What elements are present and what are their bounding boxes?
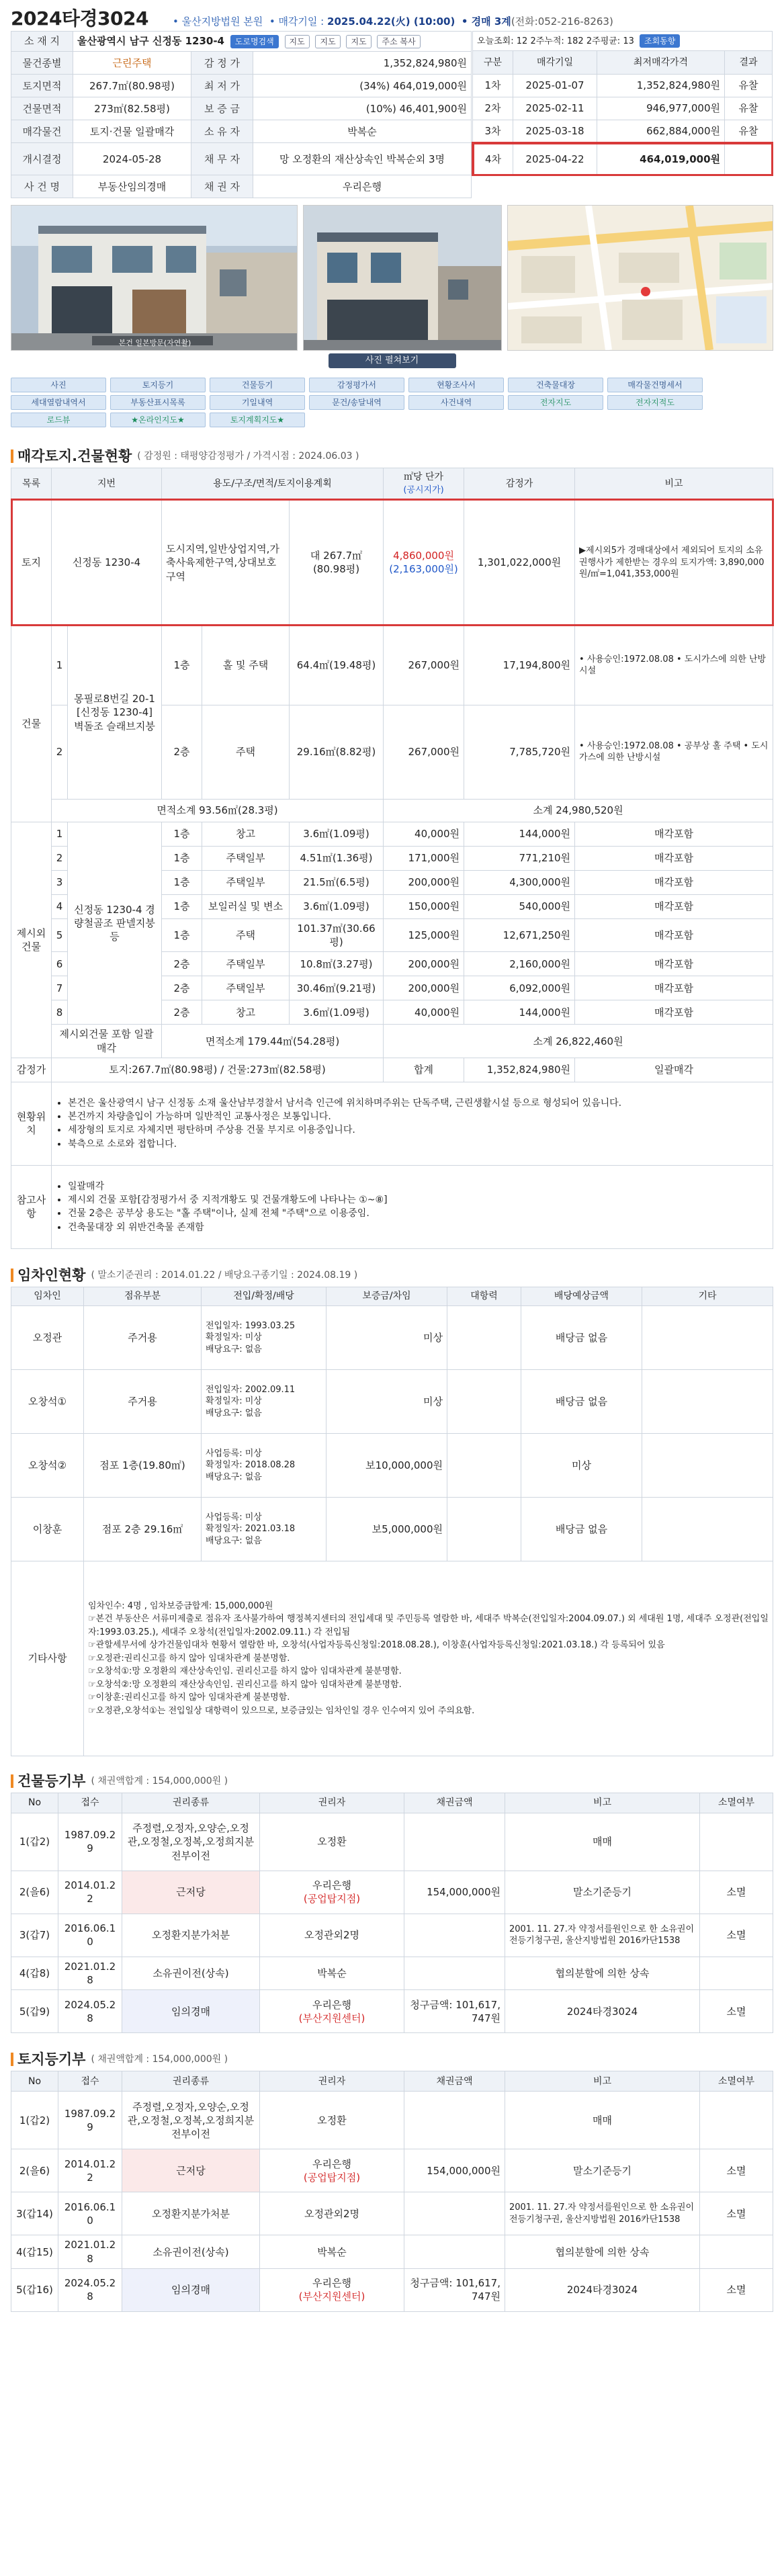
land-reg-section-title	[11, 2048, 773, 2071]
case-header	[11, 0, 773, 31]
view-trend-button[interactable]: 조회동향	[640, 34, 680, 48]
label-sale-object: 매각물건	[11, 120, 73, 143]
rounds-header-result: 결과	[725, 51, 773, 74]
label-type: 물건종별	[11, 52, 73, 75]
register-row: 4(갑8) 2021.01.28 소유권이전(상속) 박복순 협의분할에 의한 상속	[11, 1957, 773, 1990]
court-link[interactable]: • 울산지방법원 본원	[172, 15, 263, 28]
label-appraisal: 감 정 가	[191, 52, 253, 75]
label-min-price: 최 저 가	[191, 75, 253, 97]
value-min-price: (34%) 464,019,000원	[253, 75, 472, 97]
land-reg-note: ( 채권액합계 : 154,000,000원 )	[91, 2054, 228, 2065]
tenant-row: 오창석① 주거용 전입일자: 2002.09.11 확정일자: 미상 배당요구: 없음 미상 배당금 없음	[11, 1369, 773, 1433]
extra-row: 3 1층 주택일부 21.5㎡(6.5평) 200,000원 4,300,000원 매각포함	[11, 870, 773, 894]
value-type: 근린주택	[73, 52, 191, 75]
appraisal-section-title	[11, 445, 773, 468]
tab-land-plan-map[interactable]: 토지계획지도★	[210, 413, 305, 427]
tenant-notes-row: 기타사항 임차인수: 4명 , 임차보증금합계: 15,000,000원 ☞본건 부동산은 서류미제출로 점유자 조사불가하여 행정복지센터의 전입세대 및 주민등록 열람한 바, 세대주 박복순(전입일자:2004.09.07.) 외 세대원 1명, 세대주 오정관(전입일자:1993.03.25.), 세대주 오창석(전입일자:2002.09.11.) 각 전입됨 ☞관할세무서에 상가건물임대차 현황서 열람한 바, 오창석(사업자등록신청일:2018.08.28.), 이창훈(사업자등록신청일:2021.03.18.) 각 등록되어 있음 ☞오정관:권리신고를 하지 않아 임대차관계 불분명함. ☞오창석①:망 오정환의 재산상속인임. 권리신고를 하지 않아 임대차관계 불분명함. ☞오창석②:망 오정환의 재산상속인임. 권리신고를 하지 않아 임대차관계 불분명함. ☞이창훈:권리신고를 하지 않아 임대차관계 불분명함. ☞오정관,오창석①는 전입일상 대항력이 있으므로, 보증금있는 임차인일 경우 인수여지 있어 주의요함.	[11, 1561, 773, 1756]
addr-label: 소 재 지	[11, 32, 73, 52]
building-photo-2[interactable]	[303, 205, 502, 351]
tenants-section-title	[11, 1264, 773, 1287]
label-land-area: 토지면적	[11, 75, 73, 97]
value-building-area: 273㎡(82.58평)	[73, 97, 191, 120]
rounds-table	[472, 31, 773, 198]
summary-block	[11, 31, 773, 198]
register-row: 3(갑14) 2016.06.10 오정환지분가처분 오정관외2명 2001. 11. 27.자 약정서를원인으로 한 소유권이전등기청구권, 울산지방법원 2016카단1538 소멸	[11, 2192, 773, 2235]
tab-property-list[interactable]: 부동산표시목록	[110, 395, 206, 410]
label-debtor: 채 무 자	[191, 143, 253, 175]
register-row: 4(갑15) 2021.01.28 소유권이전(상속) 박복순 협의분할에 의한 상속	[11, 2235, 773, 2269]
document-tabs	[11, 378, 773, 427]
land-register-table: No 접수 권리종류 권리자 채권금액 비고 소멸여부 1(갑2) 1987.09.29 주정렬,오정자,오양순,오정관,오정철,오정복,오정희지분전부이전 오정환 매매 2(을6) 2014.01.22 근저당 우리은행 (공업탑지점) 154,000,000원 말소기준등기 소멸 3(갑14) 2016.06.10 오정환지분가처분 오정관외2명 2001. 11. 27.자 약정서를원인으로 한 소유권이전등기청구권, 울산지방법원 2016카단1538 소멸 4(갑15) 2021.01.28 소유권이전(상속) 박복순 협의분할에 의한 상속 5(갑16) 2024.05.28 임의경매 우리은행 (부산지원센터) 청구금액: 101,617,747원 2024타경3024 소멸	[11, 2071, 773, 2312]
section-bar	[11, 2053, 13, 2066]
summary-table	[11, 31, 472, 198]
extra-row: 제시외건물 1 신정동 1230-4 경량철골조 판넬지붕 등 1층 창고 3.6㎡(1.09평) 40,000원 144,000원 매각포함	[11, 822, 773, 846]
today-views: 오늘조회: 12	[477, 36, 528, 47]
tab-appraisal-report[interactable]: 감정평가서	[309, 378, 404, 392]
map-button-3[interactable]: 지도	[346, 35, 371, 48]
extra-row: 5 1층 주택 101.37㎡(30.66평) 125,000원 12,671,250원 매각포함	[11, 918, 773, 952]
building-image-2	[304, 206, 502, 350]
location-row: 현황위치 • 본건은 울산광역시 남구 신정동 소재 울산남부경찰서 남서측 인근에 위치하며주위는 단독주택, 근린생활시설 등으로 형성되어 있음니다. • 본건까지 차량출입이 가능하며 일반적인 교통사정은 보통입니다. • 세장형의 토지로 자체지면 평탄하며 주상용 건물 부지로 이용중입니다. • 북측으로 소로와 접합니다.	[11, 1082, 773, 1165]
appraisal-note: ( 감정원 : 태평양감정평가 / 가격시점 : 2024.06.03 )	[137, 451, 359, 462]
section-bar	[11, 449, 13, 463]
label-owner: 소 유 자	[191, 120, 253, 143]
value-debtor: 망 오정환의 재산상속인 박복순외 3명	[253, 143, 472, 175]
current-round-row: 4차 2025-04-22 464,019,000원	[473, 143, 773, 175]
register-row: 1(갑2) 1987.09.29 주정렬,오정자,오양순,오정관,오정철,오정복,오정희지분전부이전 오정환 매매	[11, 1813, 773, 1871]
extra-row: 8 2층 창고 3.6㎡(1.09평) 40,000원 144,000원 매각포함	[11, 1000, 773, 1025]
building-image-1	[11, 206, 298, 350]
rounds-header-price: 최저매각가격	[597, 51, 725, 74]
sale-date-label: • 매각기일 :	[269, 15, 324, 28]
extra-row: 7 2층 주택일부 30.46㎡(9.21평) 200,000원 6,092,000원 매각포함	[11, 976, 773, 1000]
section-bar	[11, 1269, 13, 1282]
col-note: 비고	[575, 468, 773, 500]
bldg-reg-section-title	[11, 1770, 773, 1793]
tenants-note: ( 말소기준권리 : 2014.01.22 / 배당요구종기일 : 2024.08.19 )	[91, 1269, 358, 1281]
tab-documents[interactable]: 문건/송달내역	[309, 395, 404, 410]
tab-cadastral-map[interactable]: 전자지적도	[607, 395, 703, 410]
appraisal-total-row: 감정가 토지:267.7㎡(80.98평) / 건물:273㎡(82.58평) 합계 1,352,824,980원 일괄매각	[11, 1058, 773, 1082]
col-unit: ㎡당 단가	[404, 472, 444, 483]
value-case-name: 부동산임의경매	[73, 175, 191, 198]
two-week-views: 2주누적: 182	[530, 36, 584, 47]
tenant-row: 오정관 주거용 전입일자: 1993.03.25 확정일자: 미상 배당요구: 없음 미상 배당금 없음	[11, 1305, 773, 1369]
col-list: 목록	[11, 468, 52, 500]
value-creditor: 우리은행	[253, 175, 472, 198]
rounds-header-no: 구분	[473, 51, 513, 74]
round-row: 2차 2025-02-11 946,977,000원 유찰	[473, 97, 773, 120]
location-map[interactable]	[507, 205, 773, 351]
expand-photos-button[interactable]: 사진 펼쳐보기	[329, 353, 456, 368]
value-deposit: (10%) 46,401,900원	[253, 97, 472, 120]
land-reg-title: 토지등기부	[17, 2051, 86, 2068]
appraisal-title: 매각토지.건물현황	[17, 448, 132, 465]
address: 울산광역시 남구 신정동 1230-4	[77, 35, 224, 47]
tenants-table: 임차인 점유부분 전입/확정/배당 보증금/차임 대항력 배당예상금액 기타 오정관 주거용 전입일자: 1993.03.25 확정일자: 미상 배당요구: 없음 미상 배당금 없음 오창석① 주거용 전입일자: 2002.09.11 확정일자: 미상 배당요구: 없음 미상 배당금 없음 오창석② 점포 1층(19.80㎡) 사업등록: 미상 확정일자: 2018.08.28 배당요구: 없음 보10,000,000원 미상 이창훈 점포 2층 29.16㎡ 사업등록: 미상 확정일자: 2021.03.18 배당요구: 없음 보5,000,000원 배당금 없음 기타사항 임차인수: 4명 , 임차보증금합계: 15,000,000원 ☞본건 부동산은 서류미제출로 점유자 조사불가하여 행정복지센터의 전입세대 및 주민등록 열람한 바, 세대주 박복순(전입일자:2004.09.07.) 외 세대원 1명, 세대주 오정관(전입일자:1993.03.25.), 세대주 오창석(전입일자:2002.09.11.) 각 전입됨 ☞관할세무서에 상가건물임대차 현황서 열람한 바, 오창석(사업자등록신청일:2018.08.28.), 이창훈(사업자등록신청일:2021.03.18.) 각 등록되어 있음 ☞오정관:권리신고를 하지 않아 임대차관계 불분명함. ☞오창석①:망 오정환의 재산상속인임. 권리신고를 하지 않아 임대차관계 불분명함. ☞오창석②:망 오정환의 재산상속인임. 권리신고를 하지 않아 임대차관계 불분명함. ☞이창훈:권리신고를 하지 않아 임대차관계 불분명함. ☞오정관,오창석①는 전입일상 대항력이 있으므로, 보증금있는 임차인일 경우 인수여지 있어 주의요함.	[11, 1287, 773, 1756]
tab-building-register[interactable]: 건물등기	[210, 378, 305, 392]
bldg-reg-title: 건물등기부	[17, 1772, 86, 1789]
reference-row: 참고사항 • 일괄매각 • 제시외 건물 포함[감정평가서 중 지적개황도 및 건물개황도에 나타나는 ①~⑧] • 건물 2층은 공부상 용도는 "홀 주택"이나, 실제 전체 "주택"으로 이용중임. • 건축물대장 외 위반건축물 존재함	[11, 1165, 773, 1248]
col-official: (공시지가)	[403, 485, 444, 496]
label-case-name: 사 건 명	[11, 175, 73, 198]
tab-roadview[interactable]: 로드뷰	[11, 413, 106, 427]
tab-schedule[interactable]: 기일내역	[210, 395, 305, 410]
road-search-button[interactable]: 도로명검색	[230, 35, 279, 48]
auction-dept: • 경매 3계	[461, 15, 511, 28]
two-week-avg: 2주평균: 13	[586, 36, 634, 47]
register-row: 2(을6) 2014.01.22 근저당 우리은행 (공업탑지점) 154,000,000원 말소기준등기 소멸	[11, 2149, 773, 2192]
photo-strip	[11, 205, 773, 351]
extra-row: 6 2층 주택일부 10.8㎡(3.27평) 200,000원 2,160,000원 매각포함	[11, 952, 773, 976]
tenants-title: 임차인현황	[17, 1266, 86, 1283]
tenant-row: 이창훈 점포 2층 29.16㎡ 사업등록: 미상 확정일자: 2021.03.18 배당요구: 없음 보5,000,000원 배당금 없음	[11, 1497, 773, 1561]
tab-building-ledger[interactable]: 건축물대장	[508, 378, 603, 392]
map-button-1[interactable]: 지도	[285, 35, 310, 48]
col-jibun: 지번	[52, 468, 162, 500]
tenant-row: 오창석② 점포 1층(19.80㎡) 사업등록: 미상 확정일자: 2018.08.28 배당요구: 없음 보10,000,000원 미상	[11, 1433, 773, 1497]
register-row: 3(갑7) 2016.06.10 오정환지분가처분 오정관외2명 2001. 11. 27.자 약정서를원인으로 한 소유권이전등기청구권, 울산지방법원 2016카단1538 소멸	[11, 1914, 773, 1957]
building-row: 건물 1 몽필로8번길 20-1 [신정동 1230-4] 벽돌조 슬래브지붕 1층 홀 및 주택 64.4㎡(19.48평) 267,000원 17,194,800원 • 사용승인:1972.08.08 • 도시가스에 의한 난방시설	[11, 626, 773, 705]
sale-date: 2025.04.22(火) (10:00)	[327, 15, 455, 28]
tab-household-list[interactable]: 세대열람내역서	[11, 395, 106, 410]
map-image	[508, 206, 773, 350]
court-phone: (전화:052-216-8263)	[511, 15, 613, 28]
building-row: 2 2층 주택 29.16㎡(8.82평) 267,000원 7,785,720원 • 사용승인:1972.08.08 • 공부상 홀 주택 • 도시가스에 의한 난방시설	[11, 705, 773, 799]
value-appraisal: 1,352,824,980원	[253, 52, 472, 75]
land-row: 토지 신정동 1230-4 도시지역,일반상업지역,가축사육제한구역,상대보호구역 대 267.7㎡ (80.98평) 4,860,000원 (2,163,000원) 1,301,022,000원 ▶제시외5가 경매대상에서 제외되어 토지의 소유권행사가 제한받는 경우의 토지가액: 3,890,000원/㎡=1,041,353,000원	[11, 499, 773, 626]
round-row: 1차 2025-01-07 1,352,824,980원 유찰	[473, 74, 773, 97]
value-land-area: 267.7㎡(80.98평)	[73, 75, 191, 97]
tab-e-map[interactable]: 전자지도	[508, 395, 603, 410]
building-subtotal-row: 면적소계 93.56㎡(28.3평) 소계 24,980,520원	[11, 799, 773, 822]
bldg-reg-note: ( 채권액합계 : 154,000,000원 )	[91, 1775, 228, 1787]
building-photo-1[interactable]	[11, 205, 298, 351]
label-building-area: 건물면적	[11, 97, 73, 120]
value-sale-object: 토지·건물 일괄매각	[73, 120, 191, 143]
case-number: 2024타경3024	[11, 7, 148, 30]
round-row: 3차 2025-03-18 662,884,000원 유찰	[473, 120, 773, 142]
value-owner: 박복순	[253, 120, 472, 143]
register-row: 5(갑16) 2024.05.28 임의경매 우리은행 (부산지원센터) 청구금액: 101,617,747원 2024타경3024 소멸	[11, 2268, 773, 2311]
tab-status-survey[interactable]: 현황조사서	[408, 378, 504, 392]
tab-case-details[interactable]: 사건내역	[408, 395, 504, 410]
tab-sale-specification[interactable]: 매각물건명세서	[607, 378, 703, 392]
register-row: 5(갑9) 2024.05.28 임의경매 우리은행 (부산지원센터) 청구금액: 101,617,747원 2024타경3024 소멸	[11, 1990, 773, 2033]
extra-row: 4 1층 보일러실 및 변소 3.6㎡(1.09평) 150,000원 540,000원 매각포함	[11, 894, 773, 918]
tab-land-register[interactable]: 토지등기	[110, 378, 206, 392]
extra-subtotal-row: 제시외건물 포함 일괄매각 면적소계 179.44㎡(54.28평) 소계 26,822,460원	[11, 1025, 773, 1058]
copy-address-button[interactable]: 주소 복사	[377, 35, 420, 48]
tab-photos[interactable]: 사진	[11, 378, 106, 392]
value-start-date: 2024-05-28	[73, 143, 191, 175]
map-button-2[interactable]: 지도	[315, 35, 340, 48]
appraisal-table	[11, 468, 773, 1249]
label-deposit: 보 증 금	[191, 97, 253, 120]
col-use: 용도/구조/면적/토지이용계획	[162, 468, 384, 500]
register-row: 2(을6) 2014.01.22 근저당 우리은행 (공업탑지점) 154,000,000원 말소기준등기 소멸	[11, 1871, 773, 1914]
rounds-header-date: 매각기일	[513, 51, 597, 74]
extra-row: 2 1층 주택일부 4.51㎡(1.36평) 171,000원 771,210원 매각포함	[11, 846, 773, 870]
building-register-table: No 접수 권리종류 권리자 채권금액 비고 소멸여부 1(갑2) 1987.09.29 주정렬,오정자,오양순,오정관,오정철,오정복,오정희지분전부이전 오정환 매매 2(을6) 2014.01.22 근저당 우리은행 (공업탑지점) 154,000,000원 말소기준등기 소멸 3(갑7) 2016.06.10 오정환지분가처분 오정관외2명 2001. 11. 27.자 약정서를원인으로 한 소유권이전등기청구권, 울산지방법원 2016카단1538 소멸 4(갑8) 2021.01.28 소유권이전(상속) 박복순 협의분할에 의한 상속 5(갑9) 2024.05.28 임의경매 우리은행 (부산지원센터) 청구금액: 101,617,747원 2024타경3024 소멸	[11, 1793, 773, 2034]
label-creditor: 채 권 자	[191, 175, 253, 198]
tab-online-map[interactable]: ★온라인지도★	[110, 413, 206, 427]
register-row: 1(갑2) 1987.09.29 주정렬,오정자,오양순,오정관,오정철,오정복,오정희지분전부이전 오정환 매매	[11, 2092, 773, 2149]
label-start-date: 개시결정	[11, 143, 73, 175]
photo-caption: 본건 일본방문(자연촬)	[118, 339, 191, 348]
col-appraisal: 감정가	[464, 468, 575, 500]
section-bar	[11, 1774, 13, 1788]
